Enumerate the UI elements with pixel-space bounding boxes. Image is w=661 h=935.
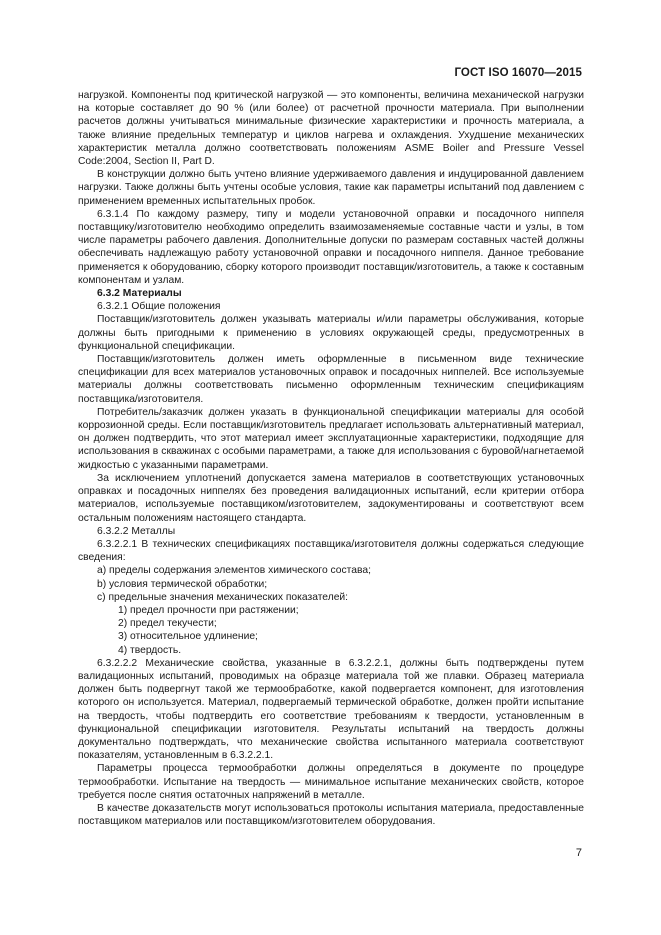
paragraph: нагрузкой. Компоненты под критической нагрузкой — это компоненты, величина механической нагрузки на которые составляет до 90 % (или более) от расчетной прочности материала. При выполнении расчетов должны учитываться минимальные физические характеристики и прочность материала, а также влияние предельных температур и циклов нагрева и охлаждения. Ухудшение механических характеристик металла должно соответствовать положениям ASME Boiler and Pressure Vessel Code:2004, Section II, Part D. [78,90,584,168]
list-item: c) предельные значения механических показателей: [97,591,349,603]
sub-list-item: 4) твердость. [118,644,182,656]
paragraph: За исключением уплотнений допускается замена материалов в соответствующих установочных оправках и посадочных ниппелях без проведения валидационных испытаний, если критерии отбора материалов, используемые поставщиком/изготовителем, задокументированы и соответствуют всем остальным положениям настоящего стандарта. [78,472,584,524]
paragraph: Поставщик/изготовитель должен иметь оформленные в письменном виде технические спецификации для всех материалов установочных оправок и посадочных ниппелей. Все используемые материалы должны соответствовать письменно оформленным техническим спецификациям поставщика/изготовителя. [78,354,584,405]
paragraph: Потребитель/заказчик должен указать в функциональной спецификации материалы для особой коррозионной среды. Если поставщик/изготовитель предлагает использовать альтернативный материал, он должен подтвердить, что этот материал имеет эксплуатационные характеристики, подходящие для использования в скважинах с особыми параметрами, а также для использования с буровой/нагнетаемой жидкостью с указанными параметрами. [78,406,584,471]
list-item: a) пределы содержания элементов химического состава; [97,565,371,577]
paragraph: 6.3.2.2.1 В технических спецификациях поставщика/изготовителя должны содержаться следующие сведения: [78,538,584,564]
paragraph: 6.3.2.2.2 Механические свойства, указанные в 6.3.2.2.1, должны быть подтверждены путем валидационных испытаний, проводимых на образце материала той же плавки. Образец материала должен быть подвергнут такой же термообработке, какой подвергается компонент, для изготовления которого он используется. Материал, подвергаемый термической обработке, должен пройти испытание на твердость, чтобы подтвердить его соответствие требованиям к твердости, установленным в функциональной спецификации изготовителя. Результаты испытаний на твердость должны документально подтверждать, что механические свойства испытанного материала соответствуют показателям, установленным в 6.3.2.2.1. [78,657,584,762]
paragraph: В качестве доказательств могут использоваться протоколы испытания материала, предоставленные поставщиком материалов или поставщиком/изготовителем оборудования. [78,802,584,828]
sub-list-item: 1) предел прочности при растяжении; [118,604,299,616]
document-header: ГОСТ ISO 16070—2015 [454,67,582,79]
paragraph: Поставщик/изготовитель должен указывать материалы и/или параметры обслуживания, которые должны быть пригодными к применению в условиях окружающей среды, предусмотренных в функциональной спецификации. [78,314,584,352]
paragraph: 6.3.1.4 По каждому размеру, типу и модели установочной оправки и посадочного ниппеля поставщику/изготовителю необходимо определить взаимозаменяемые составные части и узлы, в том числе параметры рабочего давления. Дополнительные допуски по размерам составных частей должны обеспечивать надлежащую работу установочной оправки и посадочного ниппеля. Данное требование применяется к оборудованию, сборку которого производит поставщик/изготовитель, а также к составным компонентам и узлам. [78,208,584,286]
paragraph: Параметры процесса термообработки должны определяться в документе по процедуре термообработки. Испытание на твердость — минимальное испытание механических свойств, которое требуется после снятия остаточных напряжений в металле. [78,763,584,801]
list-item: b) условия термической обработки; [97,578,268,590]
subsection-title: 6.3.2.1 Общие положения [97,301,221,313]
paragraph: В конструкции должно быть учтено влияние удерживаемого давления и индуцированной давлением нагрузки. Также должны быть учтены особые условия, такие как параметры испытаний под давлением с применением временных испытательных пробок. [78,169,584,207]
document-body [78,89,584,828]
sub-list-item: 3) относительное удлинение; [118,631,258,643]
section-heading: 6.3.2 Материалы [97,288,182,300]
sub-list-item: 2) предел текучести; [118,618,217,630]
page-number: 7 [575,847,582,859]
subsection-title: 6.3.2.2 Металлы [97,525,176,537]
